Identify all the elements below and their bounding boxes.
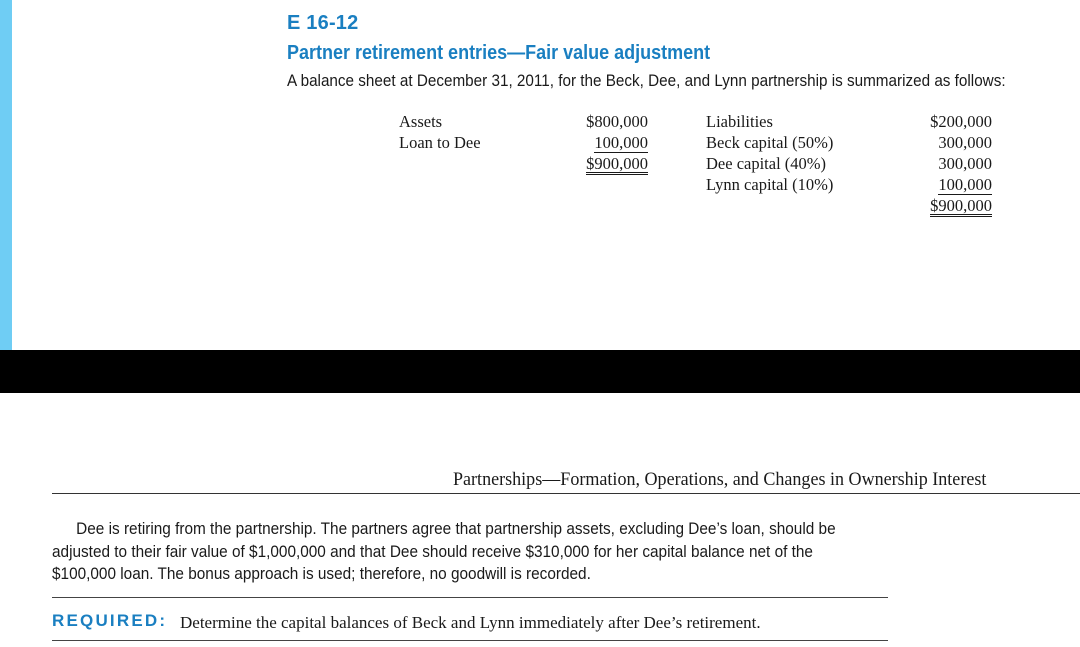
balance-sheet-label: Liabilities <box>706 112 773 131</box>
balance-sheet-amount: $800,000 <box>586 112 648 131</box>
black-band <box>0 350 1080 393</box>
running-head: Partnerships—Formation, Operations, and Changes in Ownership Interest <box>453 469 987 490</box>
balance-sheet-left-labels <box>399 111 481 153</box>
balance-sheet-amount: 100,000 <box>594 133 648 152</box>
required-text: Determine the capital balances of Beck and Lynn immediately after Dee’s retirement. <box>180 613 761 632</box>
balance-sheet-left-total: $900,000 <box>586 154 648 173</box>
balance-sheet-right-amounts <box>900 111 992 216</box>
balance-sheet-label: Dee capital (40%) <box>706 154 827 173</box>
exercise-intro: A balance sheet at December 31, 2011, for the Beck, Dee, and Lynn partnership is summarized as follows: <box>287 72 1006 90</box>
balance-sheet-amount: 300,000 <box>938 133 992 152</box>
left-accent-bar <box>0 0 12 350</box>
running-head-rule <box>52 493 1080 494</box>
divider <box>52 640 888 641</box>
divider <box>52 597 888 598</box>
balance-sheet-label: Beck capital (50%) <box>706 133 834 152</box>
balance-sheet-label: Assets <box>399 112 443 131</box>
balance-sheet-amount: 100,000 <box>938 175 992 194</box>
required-label: REQUIRED: <box>52 611 168 630</box>
balance-sheet-amount: 300,000 <box>938 154 992 173</box>
balance-sheet-label: Loan to Dee <box>399 133 481 152</box>
balance-sheet-left-amounts <box>560 111 648 174</box>
balance-sheet-right-total: $900,000 <box>930 196 992 215</box>
exercise-number: E 16-12 <box>287 12 359 34</box>
balance-sheet-amount: $200,000 <box>930 112 992 131</box>
balance-sheet-label: Lynn capital (10%) <box>706 175 834 194</box>
exercise-title: Partner retirement entries—Fair value adjustment <box>287 42 711 64</box>
balance-sheet-right-labels <box>706 111 833 195</box>
body-paragraph: Dee is retiring from the partnership. The partners agree that partnership assets, excluding Dee’s loan, should be adjusted to their fair value of $1,000,000 and that Dee should receive $310,000 for her capital balance net of the $100,000 loan. The bonus approach is used; therefore, no goodwill is recorded. <box>52 520 836 583</box>
